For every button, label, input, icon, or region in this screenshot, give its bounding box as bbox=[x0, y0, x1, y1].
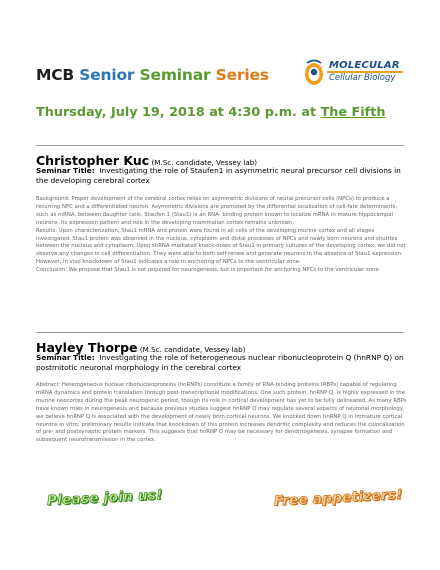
speaker-name: Christopher Kuc bbox=[36, 153, 150, 168]
event-date-time-text: Thursday, July 19, 2018 at 4:30 p.m. at bbox=[36, 105, 321, 120]
divider bbox=[36, 332, 404, 333]
cell-logo-icon bbox=[303, 59, 325, 87]
abstract-paragraph: Conclusion: We propose that Stau1 is not required for neurogenesis, but is important for anchoring NPCs to the ventricular zone. bbox=[36, 267, 381, 274]
abstract-paragraph: Results: Upon characterization, Stau1 mRNA and protein were found in all cells of the developing murine cortex and all stages investigated. Stau1 protein was observed in the nucleus, cytoplasm and distal processes of NPCs and newly born neurons and shuttles between the nucleus and cytoplasm. Upon shRNA-mediated knock-down of Stau1 in primary cultures of the developing cortex, we did not observe any changes in cell differentiation. They were able to both self-renew and generate neurons in the absence of Stau1 expression. However, in vivo knockdown of Stau1 indicates a role in anchoring of NPCs to the ventricular zone. bbox=[36, 227, 406, 266]
speaker-affiliation: (M.Sc. candidate, Vessey lab) bbox=[149, 158, 258, 167]
event-venue: The Fifth bbox=[320, 105, 386, 120]
logo-line-molecular: MOLECULAR bbox=[329, 60, 400, 71]
title-word-series: Series bbox=[215, 66, 269, 84]
title-word-senior: Senior bbox=[79, 66, 135, 84]
abstract-paragraph: Background: Proper development of the cerebral cortex relies on asymmetric divisions of neural precursor cells (NPCs) to produce a recurring NPC and a differentiated neuron. Asymmetric divisions are promoted by the differential localization of cell-fate determinants, such as mRNA, between daughter cells. Staufen 1 (Stau1) is an RNA- binding protein known to localize mRNA in mature hippocampal neurons. Its expression pattern and role in the developing mammalian cortex remains unknown. bbox=[36, 196, 398, 226]
seminar-title-text: Investigating the role of heterogeneous nuclear ribonucleoprotein Q (hnRNP Q) on postmitotic neuronal morphology in the cerebral cortex bbox=[36, 353, 404, 372]
abstract-1 bbox=[36, 196, 408, 275]
mcb-logo bbox=[303, 56, 407, 96]
free-appetizers-badge: Free appetizers! bbox=[273, 486, 404, 510]
seminar-title-label: Seminar Title: bbox=[36, 166, 95, 175]
speaker-affiliation: (M.Sc. candidate, Vessey lab) bbox=[137, 345, 246, 354]
speaker-name: Hayley Thorpe bbox=[36, 340, 138, 355]
abstract-2 bbox=[36, 382, 408, 445]
seminar-title-text: Investigating the role of Staufen1 in asymmetric neural precursor cell divisions in the developing cerebral cortex bbox=[36, 166, 401, 185]
title-word-seminar: Seminar bbox=[139, 66, 211, 84]
poster-title bbox=[36, 66, 269, 84]
abstract-paragraph: Abstract: Heterogeneous nuclear ribonucleoproteins (hnRNPs) constitute a family of RNA-binding proteins (RBPs) capable of regulating mRNA dynamics and protein translation through post-transcriptional modifications. One such protein, hnRNP Q, is highly expressed in the murine neocortex during the peak neurogenic period, though its role in cortical development has yet to be fully delineated. As many RBPs have known roles in neurogenesis and because previous studies suggest hnRNP Q may regulate several aspects of neuronal morphology, we believe hnRNP Q is associated with the development of newly born cortical neurons. We knocked down hnRNP Q in immature cortical neurons in vitro; preliminary results indicate that knockdown of this protein increases dendritic complexity and reduces the colocalization of pre- and postsynaptic protein markers. This suggests that hnRNP Q may be necessary for dendritogenesis, synapse formation and subsequent neurotransmission in the cortex. bbox=[36, 382, 407, 444]
seminar-title-2 bbox=[36, 353, 408, 373]
seminar-title-label: Seminar Title: bbox=[36, 353, 95, 362]
title-word-mcb: MCB bbox=[36, 66, 75, 84]
divider bbox=[36, 145, 404, 146]
please-join-us-badge: Please join us! bbox=[46, 486, 164, 510]
logo-line-cellular-biology: Cellular Biology bbox=[329, 73, 396, 83]
event-datetime bbox=[36, 105, 385, 120]
seminar-title-1 bbox=[36, 166, 408, 186]
